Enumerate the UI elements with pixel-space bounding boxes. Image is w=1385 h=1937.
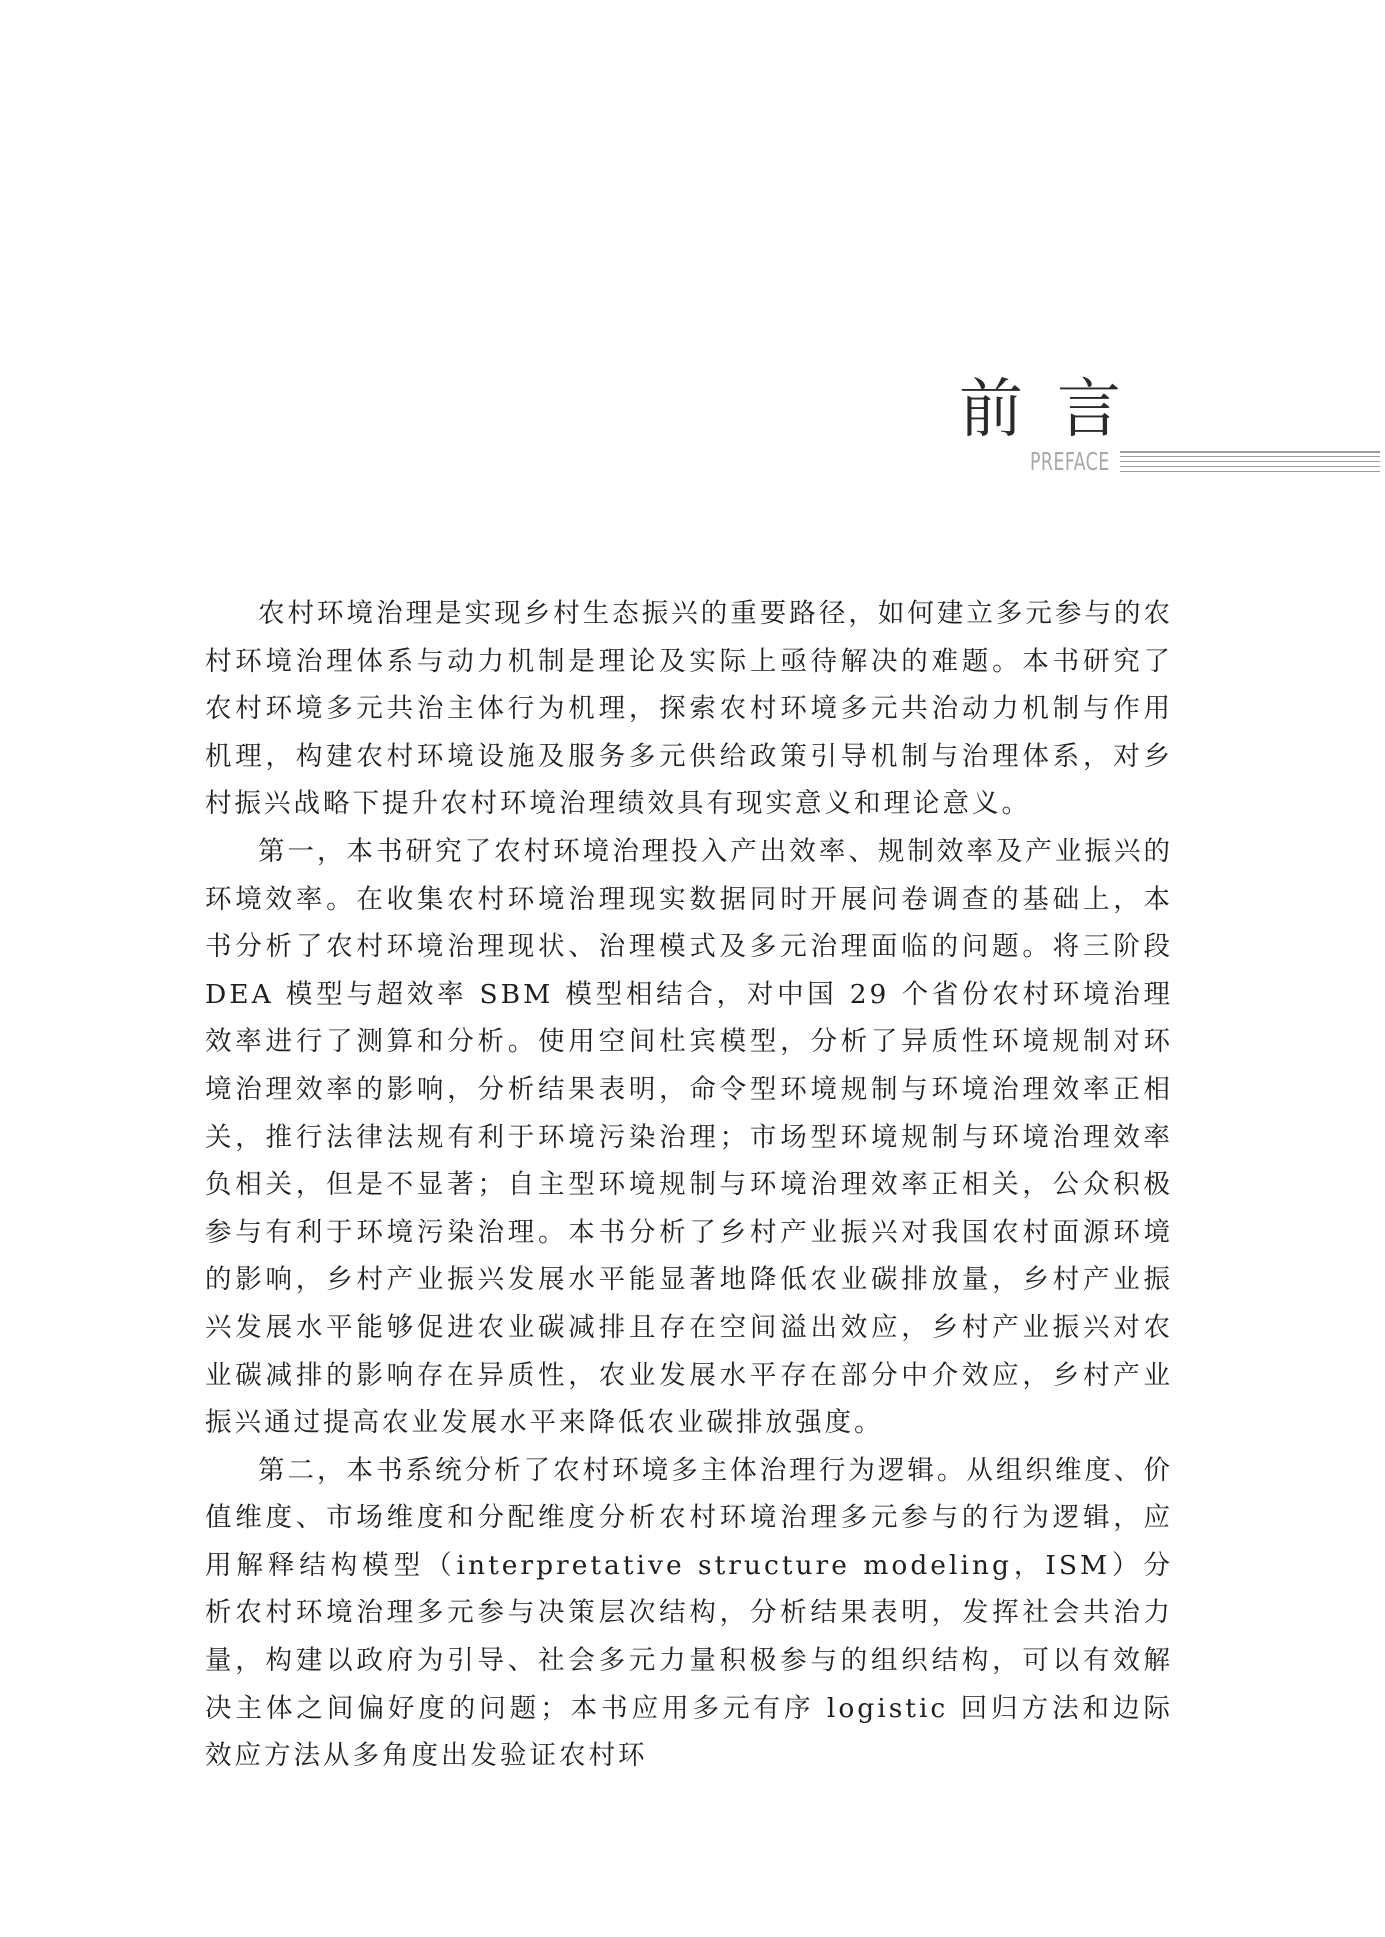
- rule-line: [1120, 466, 1380, 468]
- rule-line: [1120, 471, 1380, 473]
- chapter-header: [0, 0, 1385, 480]
- decorative-rule-lines: [1120, 451, 1380, 473]
- rule-line: [1120, 461, 1380, 463]
- chapter-subtitle-row: [1030, 448, 1380, 476]
- paragraph: 农村环境治理是实现乡村生态振兴的重要路径，如何建立多元参与的农村环境治理体系与动力机制是理论及实际上亟待解决的难题。本书研究了农村环境多元共治主体行为机理，探索农村环境多元共治动力机制与作用机理，构建农村环境设施及服务多元供给政策引导机制与治理体系，对乡村振兴战略下提升农村环境治理绩效具有现实意义和理论意义。: [205, 598, 1173, 820]
- rule-line: [1120, 451, 1380, 453]
- paragraph: 第一，本书研究了农村环境治理投入产出效率、规制效率及产业振兴的环境效率。在收集农村环境治理现实数据同时开展问卷调查的基础上，本书分析了农村环境治理现状、治理模式及多元治理面临的问题。将三阶段 DEA 模型与超效率 SBM 模型相结合，对中国 29 个省份农村环境治理效率进行了测算和分析。使用空间杜宾模型，分析了异质性环境规制对环境治理效率的影响，分析结果表明，命令型环境规制与环境治理效率正相关，推行法律法规有利于环境污染治理；市场型环境规制与环境治理效率负相关，但是不显著；自主型环境规制与环境治理效率正相关，公众积极参与有利于环境污染治理。本书分析了乡村产业振兴对我国农村面源环境的影响，乡村产业振兴发展水平能显著地降低农业碳排放量，乡村产业振兴发展水平能够促进农业碳减排且存在空间溢出效应，乡村产业振兴对农业碳减排的影响存在异质性，农业发展水平存在部分中介效应，乡村产业振兴通过提高农业发展水平来降低农业碳排放强度。: [205, 835, 1173, 1439]
- body-text: [205, 590, 1173, 1780]
- chapter-subtitle: PREFACE: [1030, 447, 1110, 476]
- rule-line: [1120, 456, 1380, 458]
- paragraph: 第二，本书系统分析了农村环境多主体治理行为逻辑。从组织维度、价值维度、市场维度和分配维度分析农村环境治理多元参与的行为逻辑，应用解释结构模型（interpretative structure modeling，ISM）分析农村环境治理多元参与决策层次结构，分析结果表明，发挥社会共治力量，构建以政府为引导、社会多元力量积极参与的组织结构，可以有效解决主体之间偏好度的问题；本书应用多元有序 logistic 回归方法和边际效应方法从多角度出发验证农村环: [205, 1454, 1173, 1772]
- chapter-title: 前言: [959, 373, 1155, 447]
